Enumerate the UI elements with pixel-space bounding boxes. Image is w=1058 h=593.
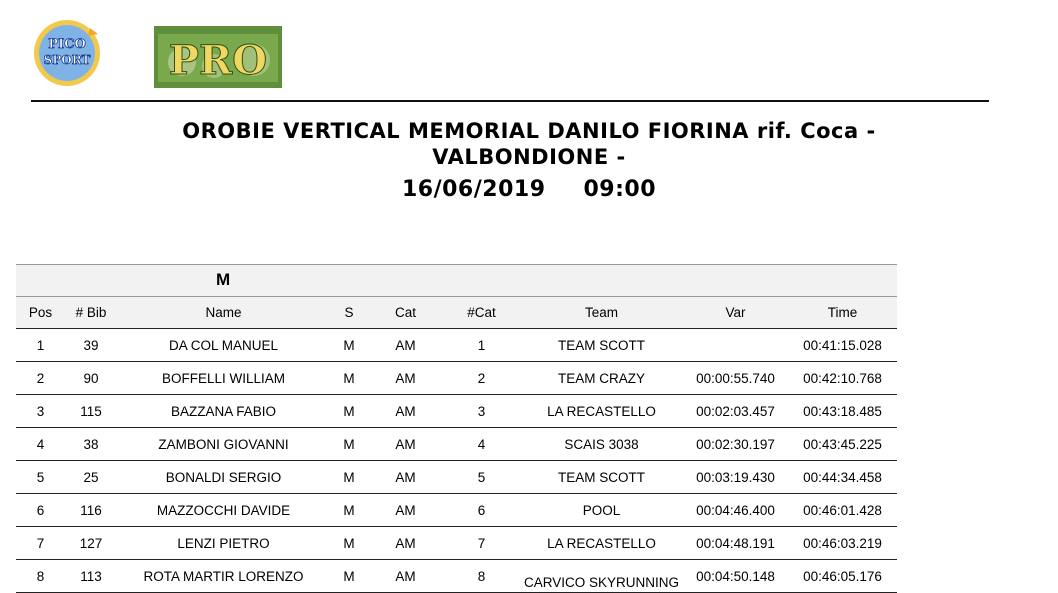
cell-team: LA RECASTELLO: [547, 403, 656, 419]
cell-name: BAZZANA FABIO: [170, 403, 277, 419]
cell-bib: 90: [83, 370, 99, 386]
cell-bib: 127: [79, 535, 103, 551]
cell-cat-pos: 3: [477, 403, 486, 419]
cell-bib: 115: [80, 403, 102, 419]
cell-cat: AM: [395, 337, 416, 353]
cell-team: TEAM CRAZY: [557, 370, 645, 386]
table-row: [16, 428, 897, 461]
event-datetime: [0, 177, 1058, 203]
cell-cat: AM: [395, 370, 416, 386]
table-header-row: [16, 296, 897, 329]
category-band: [16, 264, 897, 296]
table-row: [16, 329, 897, 362]
cell-cat-pos: 7: [477, 535, 486, 551]
cell-pos: 5: [36, 469, 45, 485]
cell-sex: M: [343, 337, 355, 353]
cell-name: DA COL MANUEL: [168, 337, 279, 353]
cell-cat: AM: [395, 436, 416, 452]
logo-pro-text: PRO: [168, 37, 268, 84]
cell-time: 00:43:45.225: [803, 436, 882, 452]
cell-cat-pos: 8: [477, 568, 486, 584]
cell-team: LA RECASTELLO: [547, 535, 656, 551]
table-row: [16, 362, 897, 395]
cell-cat-pos: 4: [477, 436, 486, 452]
cell-team: POOL: [582, 502, 621, 518]
cell-time: 00:46:03.219: [803, 535, 882, 551]
cell-name: BOFFELLI WILLIAM: [161, 370, 286, 386]
cell-var: 00:03:19.430: [696, 469, 775, 485]
table-row: [16, 461, 897, 494]
cell-pos: 6: [36, 502, 45, 518]
cell-pos: 1: [36, 337, 45, 353]
cell-bib: 25: [83, 469, 99, 485]
cell-var: 00:04:50.148: [696, 568, 775, 584]
cell-pos: 8: [36, 568, 45, 584]
pico-sport-logo: [32, 18, 102, 88]
cell-time: 00:43:18.485: [803, 403, 882, 419]
cell-pos: 3: [36, 403, 45, 419]
category-label: M: [216, 270, 231, 289]
cell-sex: M: [343, 469, 355, 485]
cell-pos: 4: [36, 436, 45, 452]
cell-sex: M: [343, 502, 355, 518]
cell-team: CARVICO SKYRUNNING: [523, 575, 680, 590]
cell-bib: 38: [83, 436, 99, 452]
cell-sex: M: [343, 403, 355, 419]
cell-sex: M: [343, 436, 355, 452]
col-header-sex: S: [344, 305, 354, 320]
cell-cat: AM: [395, 535, 416, 551]
cell-name: BONALDI SERGIO: [165, 469, 282, 485]
cell-time: 00:41:15.028: [803, 337, 882, 353]
cell-cat-pos: 6: [477, 502, 486, 518]
cell-name: ROTA MARTIR LORENZO: [143, 568, 304, 584]
cell-var: 00:04:48.191: [696, 535, 775, 551]
cell-team: SCAIS 3038: [564, 436, 639, 452]
cell-cat-pos: 2: [477, 370, 486, 386]
col-header-bib: # Bib: [75, 305, 107, 320]
cell-cat-pos: 5: [477, 469, 486, 485]
cell-pos: 2: [36, 370, 45, 386]
cell-var: 00:02:03.457: [696, 403, 775, 419]
col-header-cat: Cat: [394, 305, 416, 320]
cell-time: 00:46:01.428: [803, 502, 882, 518]
cell-bib: 39: [83, 337, 99, 353]
cell-cat-pos: 1: [477, 337, 486, 353]
cell-bib: 113: [80, 568, 102, 584]
event-title-line2: VALBONDIONE -: [432, 145, 626, 169]
cell-var: 00:02:30.197: [696, 436, 775, 452]
table-row: [16, 560, 897, 593]
event-time: 09:00: [583, 177, 657, 202]
header-divider: [31, 100, 989, 102]
col-header-name: Name: [205, 305, 242, 320]
cell-var: 00:04:46.400: [696, 502, 775, 518]
table-row: [16, 527, 897, 560]
pro-team-logo: [154, 26, 282, 88]
cell-time: 00:46:05.176: [803, 568, 882, 584]
col-header-cat-pos: #Cat: [467, 305, 496, 320]
event-title-line1: OROBIE VERTICAL MEMORIAL DANILO FIORINA rif. Coca -: [182, 119, 876, 143]
cell-cat: AM: [395, 502, 416, 518]
cell-team: TEAM SCOTT: [558, 469, 645, 485]
cell-name: MAZZOCCHI DAVIDE: [156, 502, 291, 518]
cell-cat: AM: [395, 469, 416, 485]
results-table: [16, 264, 897, 593]
cell-var: 00:00:55.740: [696, 370, 775, 386]
col-header-team: Team: [584, 305, 618, 320]
cell-cat: AM: [395, 403, 416, 419]
cell-time: 00:42:10.768: [803, 370, 882, 386]
cell-sex: M: [343, 535, 355, 551]
table-row: [16, 494, 897, 527]
col-header-time: Time: [827, 305, 858, 320]
cell-bib: 116: [80, 502, 102, 518]
cell-cat: AM: [395, 568, 416, 584]
col-header-var: Var: [725, 305, 746, 320]
cell-sex: M: [343, 370, 355, 386]
logo-pico-line2: SPORT: [43, 53, 91, 67]
cell-sex: M: [343, 568, 355, 584]
cell-pos: 7: [36, 535, 45, 551]
logo-pico-line1: PICO: [48, 37, 86, 52]
event-date: 16/06/2019: [401, 177, 546, 202]
table-row: [16, 395, 897, 428]
col-header-pos: Pos: [28, 305, 53, 320]
cell-team: TEAM SCOTT: [558, 337, 645, 353]
cell-name: LENZI PIETRO: [177, 535, 270, 551]
cell-name: ZAMBONI GIOVANNI: [158, 436, 289, 452]
cell-time: 00:44:34.458: [803, 469, 882, 485]
